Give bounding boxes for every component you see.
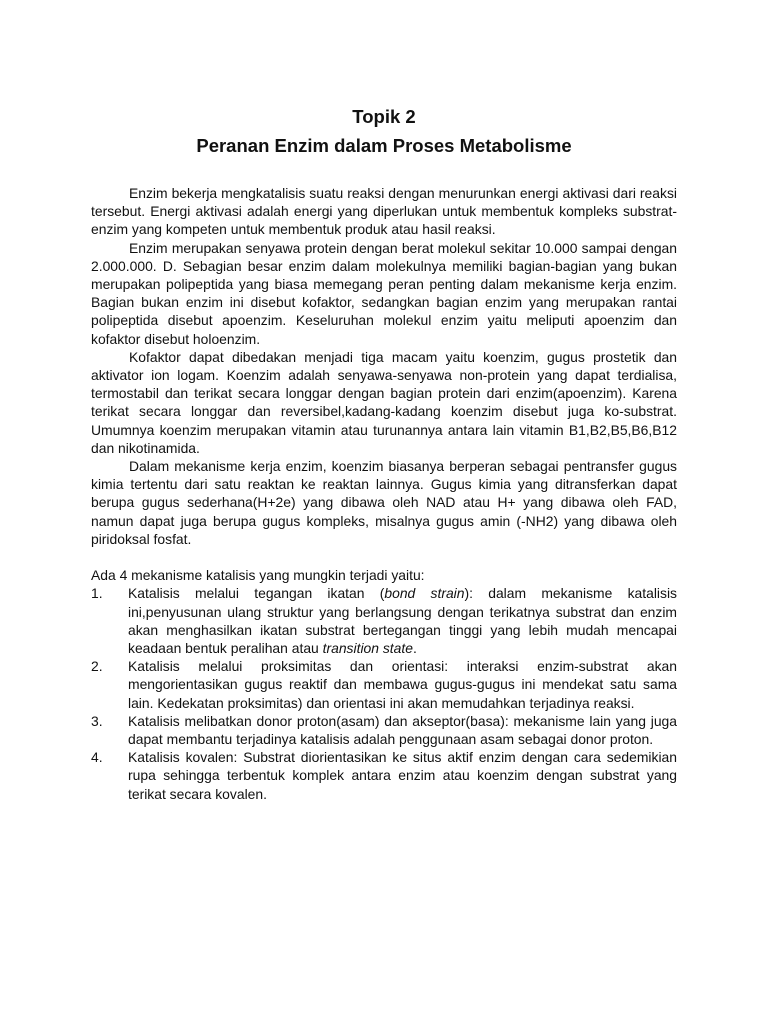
list-text: Katalisis melalui proksimitas dan orientasi: interaksi enzim-substrat akan mengorientasikan gugus reaktif dan membawa gugus-gugus ini mendekat satu sama lain. Kedekatan proksimitas) dan orientasi ini akan memudahkan terjadinya reaksi.	[128, 658, 677, 711]
list-item	[91, 748, 677, 803]
list-number: 2.	[91, 658, 103, 675]
paragraph-enzyme-protein: Enzim merupakan senyawa protein dengan berat molekul sekitar 10.000 sampai dengan 2.000.000. D. Sebagian besar enzim dalam molekulnya memiliki bagian-bagian yang bukan merupakan polipeptida yang biasa memegang peran penting dalam mekanisme kerja enzim. Bagian bukan enzim ini disebut kofaktor, sedangkan bagian enzim yang merupakan rantai polipeptida disebut apoenzim. Keseluruhan molekul enzim yaitu meliputi apoenzim dan kofaktor disebut holoenzim.	[91, 239, 677, 347]
list-number: 3.	[91, 712, 103, 729]
list-text: .	[412, 640, 417, 657]
list-text-italic: transition state	[322, 640, 413, 657]
list-text-italic: bond strain	[384, 585, 465, 602]
page-title: Peranan Enzim dalam Proses Metabolisme	[196, 135, 572, 156]
list-item	[91, 657, 677, 712]
list-text: ): dalam mekanisme katalisis ini,penyusunan ulang struktur yang berlangsung dengan terikatnya substrat dan enzim akan menghasilkan ikatan substrat bertegangan tinggi yang lebih mudah mencapai keadaan bentuk peralihan atau	[128, 585, 677, 657]
list-number: 4.	[91, 749, 103, 766]
list-number: 1.	[91, 585, 103, 602]
list-text: Katalisis melalui tegangan ikatan (	[128, 585, 385, 602]
paragraph-activation-energy: Enzim bekerja mengkatalisis suatu reaksi dengan menurunkan energi aktivasi dari reaksi tersebut. Energi aktivasi adalah energi yang diperlukan untuk membentuk kompleks substrat-enzim yang kompeten untuk membentuk produk atau hasil reaksi.	[91, 185, 677, 238]
catalysis-mechanism-list	[91, 584, 677, 802]
document-body	[91, 184, 677, 803]
list-item	[91, 712, 677, 748]
list-text: Katalisis kovalen: Substrat diorientasikan ke situs aktif enzim dengan cara sedemikian rupa sehingga terbentuk komplek antara enzim atau koenzim dengan substrat yang terikat secara kovalen.	[128, 749, 677, 802]
paragraph-coenzyme-role: Dalam mekanisme kerja enzim, koenzim biasanya berperan sebagai pentransfer gugus kimia tertentu dari satu reaktan ke reaktan lainnya. Gugus kimia yang ditransferkan dapat berupa gugus sederhana(H+2e) yang dibawa oleh NAD atau H+ yang dibawa oleh FAD, namun dapat juga berupa gugus kompleks, misalnya gugus amin (-NH2) yang dibawa oleh piridoksal fosfat.	[91, 458, 677, 547]
list-intro: Ada 4 mekanisme katalisis yang mungkin terjadi yaitu:	[91, 567, 425, 584]
list-text: Katalisis melibatkan donor proton(asam) dan akseptor(basa): mekanisme lain yang juga dapat membantu terjadinya katalisis adalah penggunaan asam sebagai donor proton.	[128, 712, 677, 748]
paragraph-cofactor: Kofaktor dapat dibedakan menjadi tiga macam yaitu koenzim, gugus prostetik dan aktivator ion logam. Koenzim adalah senyawa-senyawa non-protein yang dapat terdialisa, termostabil dan terikat secara longgar dengan bagian protein dari enzim(apoenzim). Karena terikat secara longgar dan reversibel,kadang-kadang koenzim disebut juga ko-substrat. Umumnya koenzim merupakan vitamin atau turunannya antara lain vitamin B1,B2,B5,B6,B12 dan nikotinamida.	[91, 348, 677, 456]
list-item	[91, 584, 677, 657]
topic-heading: Topik 2	[352, 106, 416, 127]
